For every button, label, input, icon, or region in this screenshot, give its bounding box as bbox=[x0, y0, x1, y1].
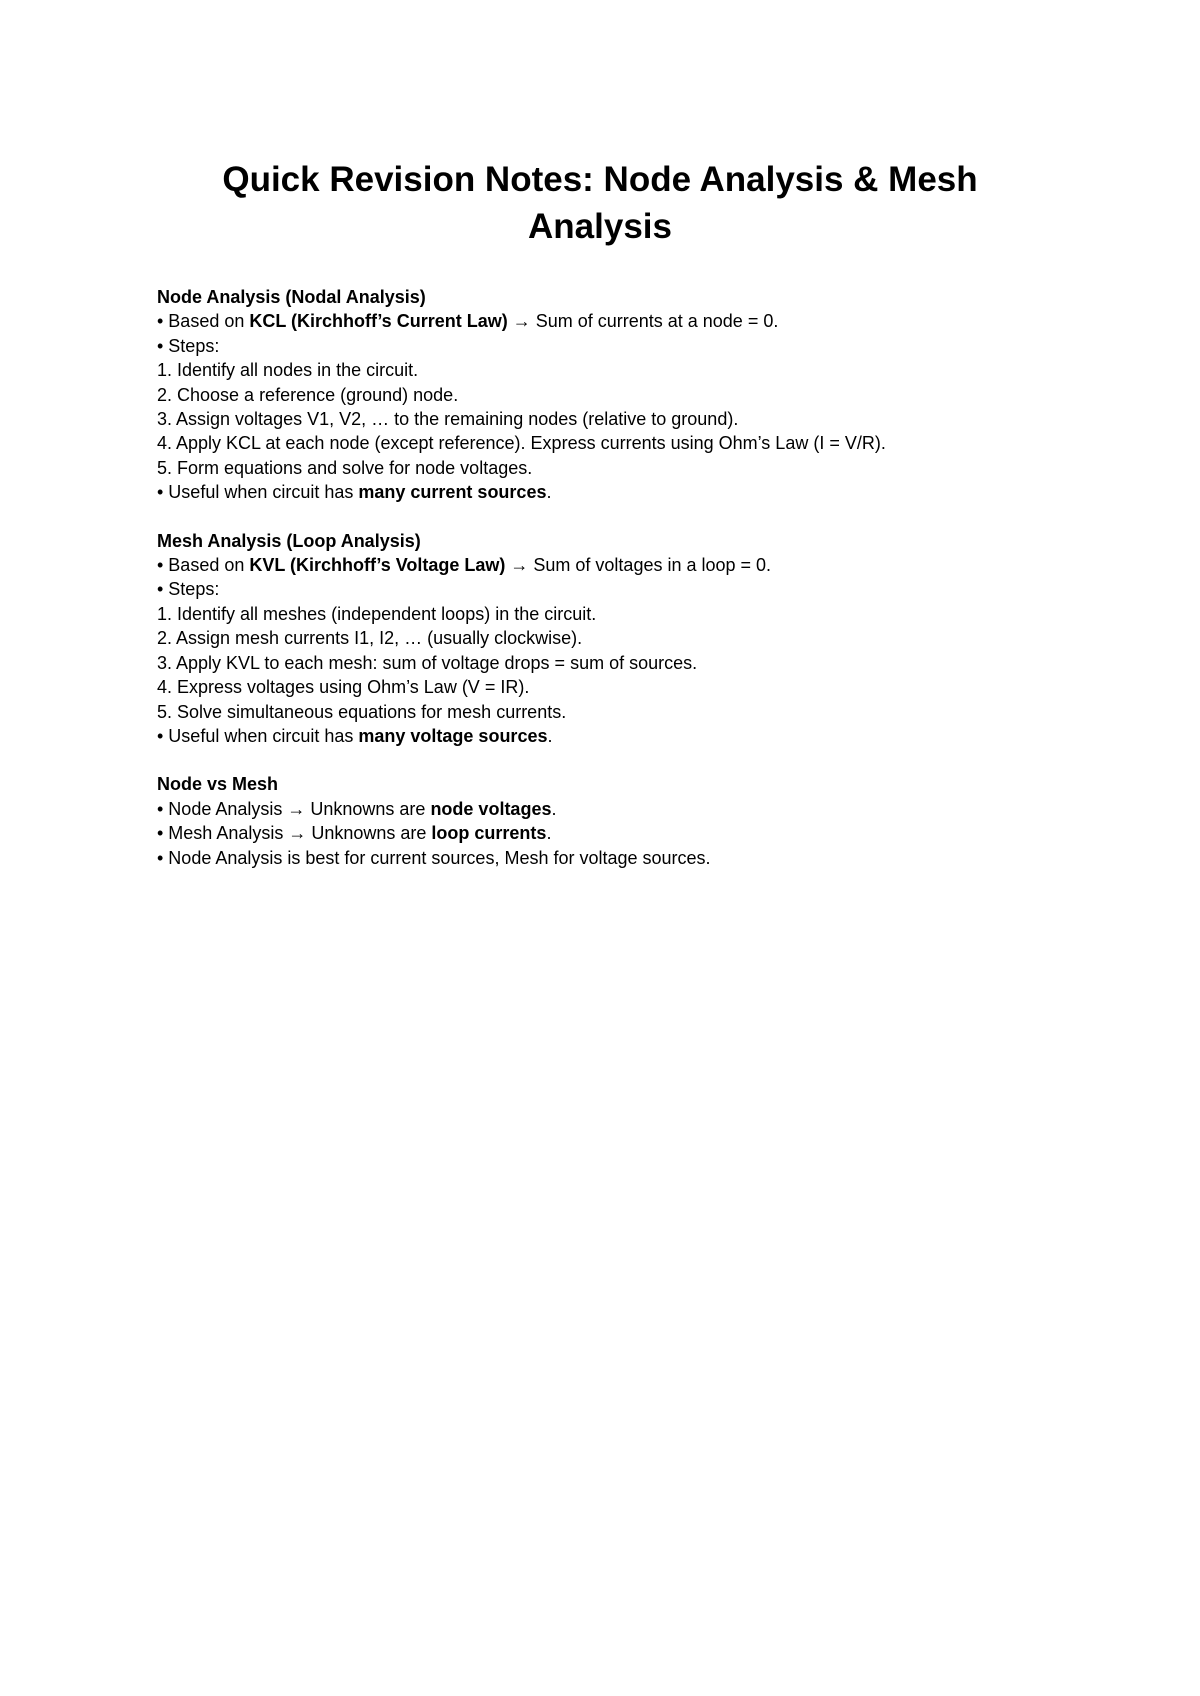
note-line: • Node Analysis is best for current sources, Mesh for voltage sources. bbox=[157, 847, 711, 868]
page-title: Quick Revision Notes: Node Analysis & Mesh Analysis bbox=[222, 160, 978, 246]
note-line: • Steps: bbox=[157, 335, 220, 356]
section-heading: Mesh Analysis (Loop Analysis) bbox=[157, 530, 421, 551]
section-mesh-analysis bbox=[157, 529, 1057, 749]
note-line: 2. Choose a reference (ground) node. bbox=[157, 384, 459, 405]
section-heading: Node vs Mesh bbox=[157, 774, 279, 795]
note-line: 4. Apply KCL at each node (except reference). Express currents using Ohm’s Law (I = V/R). bbox=[157, 433, 886, 454]
note-line: • Mesh Analysis → Unknowns are loop currents. bbox=[157, 823, 552, 844]
note-line: • Based on KCL (Kirchhoff’s Current Law) → Sum of currents at a node = 0. bbox=[157, 311, 779, 332]
note-line: 5. Form equations and solve for node voltages. bbox=[157, 457, 533, 478]
section-node-vs-mesh bbox=[157, 772, 1057, 870]
notes-content bbox=[157, 285, 1057, 894]
note-line: 1. Identify all nodes in the circuit. bbox=[157, 360, 419, 381]
note-line: 1. Identify all meshes (independent loops) in the circuit. bbox=[157, 603, 597, 624]
note-line: 4. Express voltages using Ohm’s Law (V = IR). bbox=[157, 677, 530, 698]
section-node-analysis bbox=[157, 285, 1057, 505]
note-line: • Useful when circuit has many voltage sources. bbox=[157, 725, 553, 746]
note-line: 3. Apply KVL to each mesh: sum of voltage drops = sum of sources. bbox=[157, 652, 698, 673]
note-line: 3. Assign voltages V1, V2, … to the remaining nodes (relative to ground). bbox=[157, 409, 739, 430]
note-line: 2. Assign mesh currents I1, I2, … (usually clockwise). bbox=[157, 628, 583, 649]
note-line: • Useful when circuit has many current sources. bbox=[157, 482, 552, 503]
note-line: • Steps: bbox=[157, 579, 220, 600]
note-line: • Based on KVL (Kirchhoff’s Voltage Law) → Sum of voltages in a loop = 0. bbox=[157, 555, 772, 576]
section-heading: Node Analysis (Nodal Analysis) bbox=[157, 287, 426, 307]
note-line: 5. Solve simultaneous equations for mesh currents. bbox=[157, 701, 567, 722]
note-line: • Node Analysis → Unknowns are node voltages. bbox=[157, 798, 557, 819]
